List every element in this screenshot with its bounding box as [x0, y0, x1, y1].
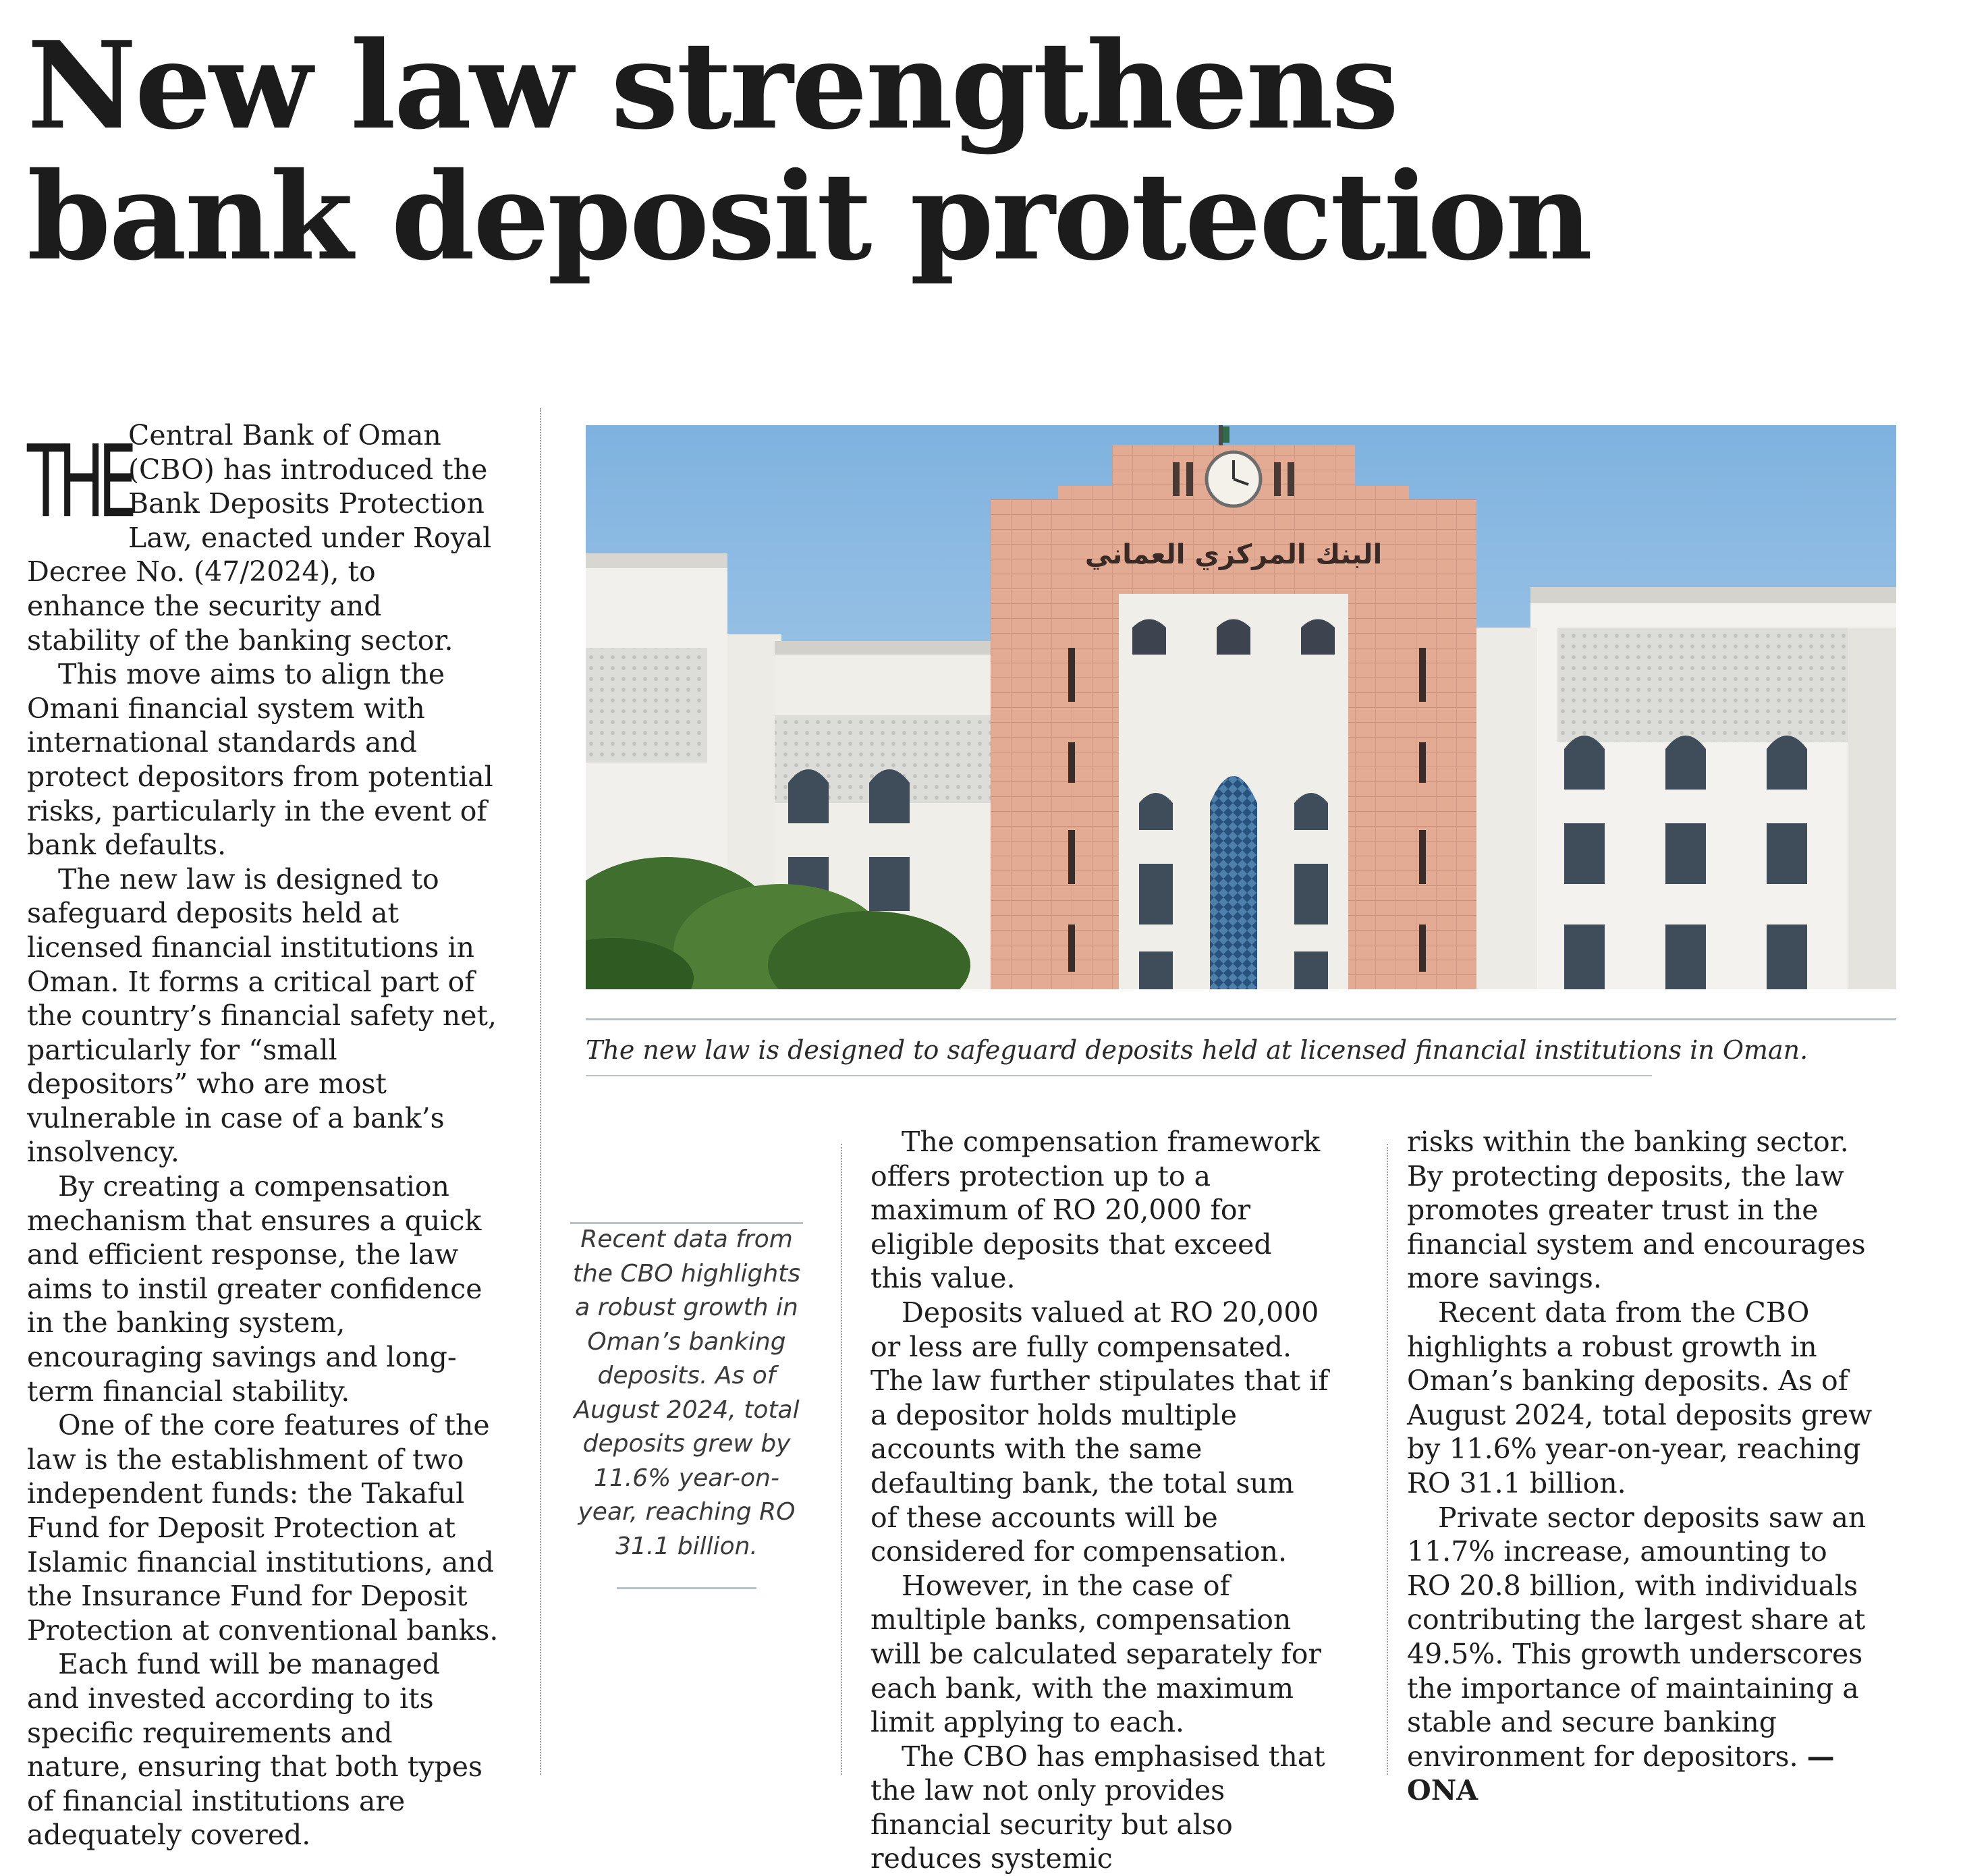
- paragraph-text: Private sector deposits saw an 11.7% increase, amounting to RO 20.8 billion, with individuals contributing the largest share at 49.5%. This growth underscores the importance of maintaining a stable and secure banking environment for depositors.: [1407, 1501, 1867, 1773]
- article-paragraph: This move aims to align the Omani financial system with international standards and protect depositors from potential risks, particularly in the event of bank defaults.: [27, 658, 493, 862]
- headline-line-2: bank deposit protection: [27, 146, 1591, 287]
- article-column-3: [1407, 1125, 1879, 1808]
- bank-sign: البنك المركزي العماني: [1084, 539, 1383, 570]
- article-paragraph: Deposits valued at RO 20,000 or less are fully compensated. The law further stipulates that if a depositor holds multiple accounts with the same defaulting bank, the total sum of these accounts will be considered for compensation.: [870, 1296, 1329, 1568]
- article-paragraph: The CBO has emphasised that the law not only provides financial security but also reduces systemic: [870, 1740, 1325, 1875]
- pull-quote-rule-bottom: [617, 1587, 756, 1589]
- article-paragraph: However, in the case of multiple banks, compensation will be calculated separately for each bank, with the maximum limit applying to each.: [870, 1569, 1322, 1739]
- column-rule: [1387, 1144, 1388, 1775]
- article-column-2: [870, 1125, 1329, 1876]
- article-paragraph: The new law is designed to safeguard deposits held at licensed financial institutions in Oman. It forms a critical part of the country’s financial safety net, particularly for “small depositors” who are most vulnerable in case of a bank’s insolvency.: [27, 862, 497, 1169]
- article-paragraph: The compensation framework offers protection up to a maximum of RO 20,000 for eligible deposits that exceed this value.: [870, 1126, 1321, 1295]
- article-paragraph: By creating a compensation mechanism that ensures a quick and efficient response, the law aims to instil greater confidence in the banking system, encouraging savings and long-term financial stability.: [27, 1170, 482, 1408]
- headline-line-1: New law strengthens: [27, 15, 1398, 156]
- article-column-1: [27, 418, 499, 1852]
- caption-rule: [586, 1018, 1896, 1020]
- article-paragraph: [1407, 1501, 1879, 1808]
- building-illustration: [586, 425, 1896, 989]
- column-rule: [540, 408, 541, 1775]
- article-paragraph: risks within the banking sector. By protecting deposits, the law promotes greater trust in the financial system and encourages more savings.: [1407, 1126, 1866, 1295]
- photo-caption: The new law is designed to safeguard deposits held at licensed financial institutions in Oman.: [586, 1035, 1808, 1065]
- article-paragraph: Recent data from the CBO highlights a robust growth in Oman’s banking deposits. As of August 2024, total deposits grew by 11.6% year-on-year, reaching RO 31.1 billion.: [1407, 1296, 1873, 1499]
- news-agency-credit: — ONA: [1407, 1740, 1835, 1807]
- column-rule: [841, 1144, 842, 1775]
- bank-building-photo: [586, 425, 1896, 989]
- article-paragraph: [27, 418, 499, 657]
- pull-quote: Recent data from the CBO highlights a robust growth in Oman’s banking deposits. As of August 2024, total deposits grew by 11.6% year-on-year, reaching RO 31.1 billion.: [572, 1225, 801, 1560]
- paragraph-text: Central Bank of Oman (CBO) has introduced the Bank Deposits Protection Law, enacted under Royal Decree No. (47/2024), to enhance the security and stability of the banking sector.: [27, 419, 492, 657]
- caption-underline: [586, 1075, 1652, 1076]
- drop-cap: THE: [27, 424, 131, 540]
- article-paragraph: One of the core features of the law is the establishment of two independent funds: the Takaful Fund for Deposit Protection at Islamic financial institutions, and the Insurance Fund for Deposit Protection at conventional banks.: [27, 1409, 499, 1647]
- article-paragraph: Each fund will be managed and invested according to its specific requirements and nature, ensuring that both types of financial institutions are adequately covered.: [27, 1648, 483, 1852]
- drop-cap-box: [27, 418, 131, 540]
- headline: [27, 15, 1916, 287]
